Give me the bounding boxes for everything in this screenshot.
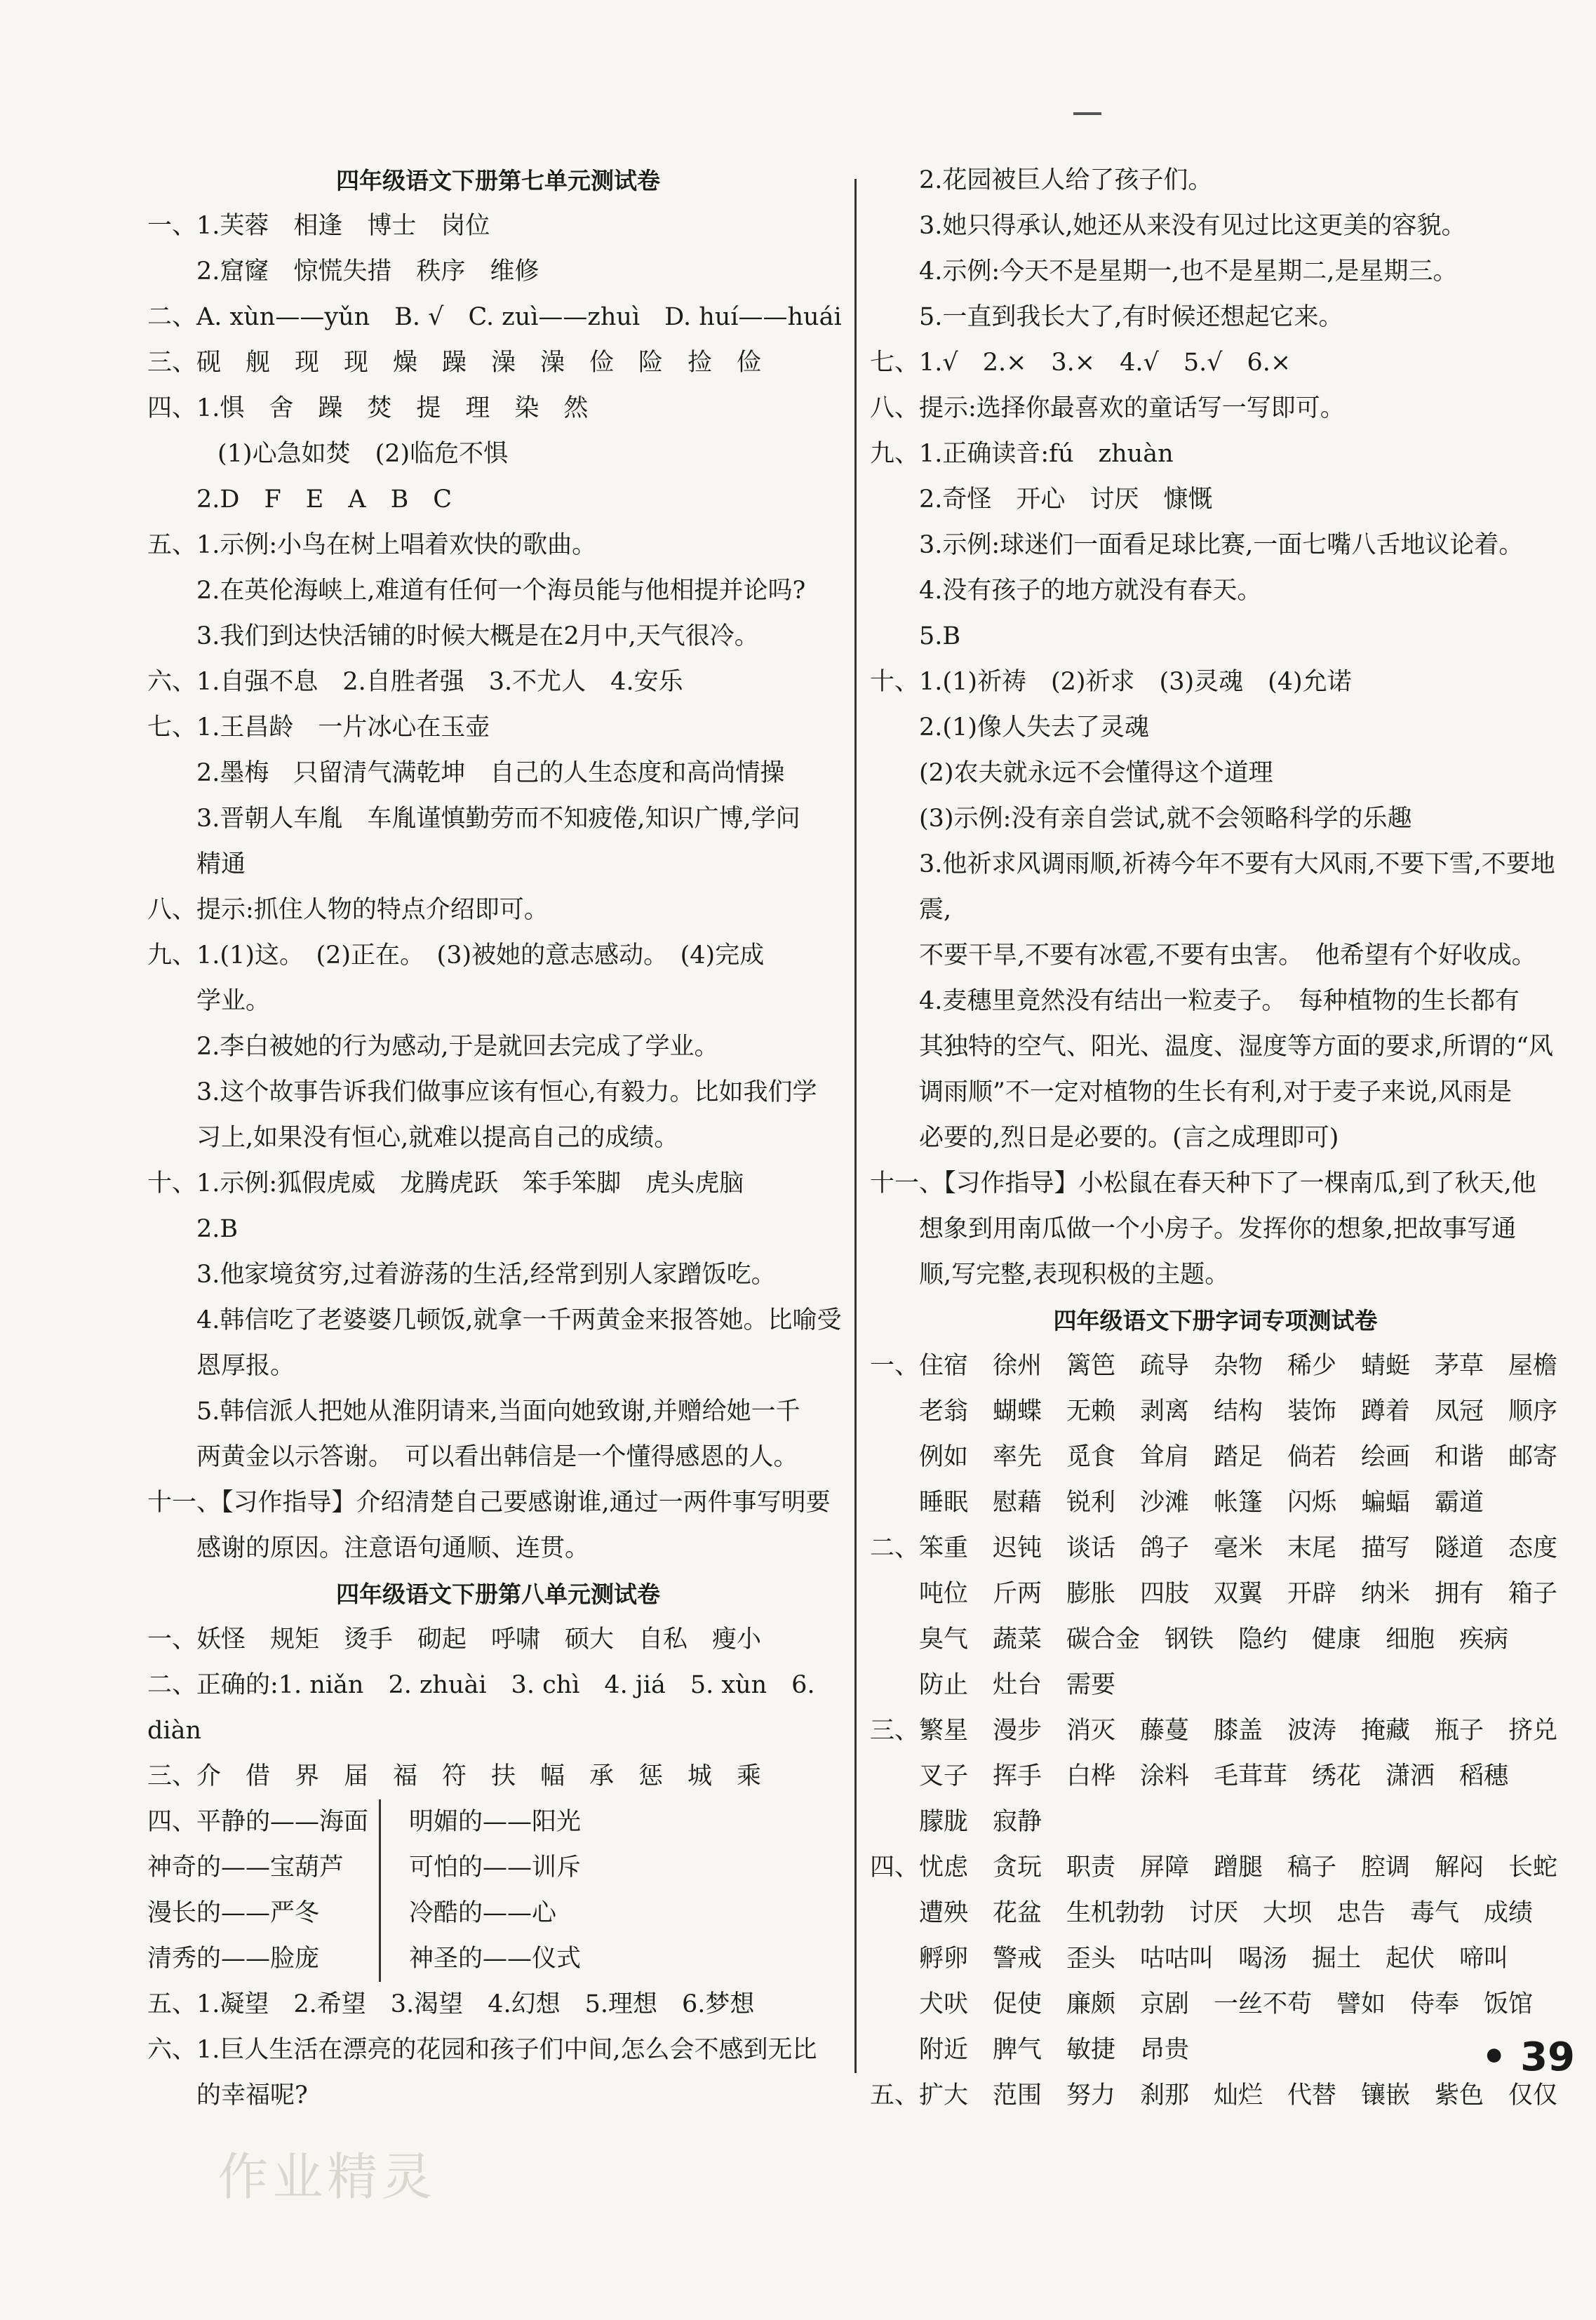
answer-line: (2)农夫就永远不会懂得这个道理 [919,759,1273,787]
section-label: 四、 [147,1808,197,1836]
answer-line: 5.一直到我长大了,有时候还想起它来。 [919,303,1343,331]
answer-line: 3.她只得承认,她还从来没有见过比这更美的容貌。 [919,212,1466,240]
answer-line: 3.他祈求风调雨顺,祈祷今年不要有大风雨,不要下雪,不要地震, [919,850,1555,924]
answer-line: 恩厚报。 [196,1352,295,1380]
answer-line: 学业。 [196,987,271,1015]
answer-line: 八、提示:抓住人物的特点介绍即可。 [147,896,549,924]
answer-line: 一、1.芙蓉 相逢 博士 岗位 [147,212,490,240]
answer-line: 2.B [196,1215,239,1243]
answer-line: 感谢的原因。注意语句通顺、连贯。 [196,1534,590,1562]
answer-line: 五、1.示例:小鸟在树上唱着欢快的歌曲。 [147,531,597,559]
word-row: 三、繁星 漫步 消灭 藤蔓 膝盖 波涛 掩藏 瓶子 挤兑 [870,1717,1558,1745]
answer-line: 两黄金以示答谢。 可以看出韩信是一个懂得感恩的人。 [196,1443,798,1471]
answer-line: (1)心急如焚 (2)临危不惧 [217,440,509,468]
answer-line: 习上,如果没有恒心,就难以提高自己的成绩。 [196,1124,679,1152]
word-row: 犬吠 促使 廉颇 京剧 一丝不苟 譬如 侍奉 饭馆 [919,1990,1534,2018]
word-row: 睡眠 慰藉 锐利 沙滩 帐篷 闪烁 蝙蝠 霸道 [919,1489,1484,1517]
word-pair: 明媚的——阳光 [409,1808,582,1836]
answer-line: 七、1.王昌龄 一片冰心在玉壶 [147,713,490,742]
word-pair-left-column [147,1799,379,1982]
answer-line: 2.D F E A B C [196,485,452,514]
column-divider [854,179,857,2073]
answer-line: 调雨顺”不一定对植物的生长有利,对于麦子来说,风雨是 [919,1078,1513,1106]
answer-line: 十、1.示例:狐假虎威 龙腾虎跃 笨手笨脚 虎头虎脑 [147,1169,744,1198]
answer-line: 三、砚 舰 现 现 燥 躁 澡 澡 俭 险 捡 俭 [147,349,762,377]
word-row: 二、笨重 迟钝 谈话 鸽子 毫米 末尾 描写 隧道 态度 [870,1534,1558,1562]
answer-line: 不要干旱,不要有冰雹,不要有虫害。 他希望有个好收成。 [919,941,1536,970]
answer-line: 九、1.正确读音:fú zhuàn [870,440,1174,468]
word-row: 臭气 蔬菜 碳合金 钢铁 隐约 健康 细胞 疾病 [919,1625,1509,1654]
answer-line: 3.他家境贫穷,过着游荡的生活,经常到别人家蹭饭吃。 [196,1261,776,1289]
answer-line: 4.麦穗里竟然没有结出一粒麦子。 每种植物的生长都有 [919,987,1520,1015]
word-pair: 神奇的——宝葫芦 [147,1853,344,1882]
word-pair: 清秀的——脸庞 [147,1945,320,1973]
answer-line: 3.我们到达快活铺的时候大概是在2月中,天气很冷。 [196,622,759,650]
answer-line: 必要的,烈日是必要的。(言之成理即可) [919,1124,1339,1152]
answer-line: 3.这个故事告诉我们做事应该有恒心,有毅力。比如我们学 [196,1078,817,1106]
answer-line: 五、1.凝望 2.希望 3.渴望 4.幻想 5.理想 6.梦想 [147,1990,755,2018]
answer-line: 一、妖怪 规矩 烫手 砌起 呼啸 硕大 自私 瘦小 [147,1625,762,1654]
word-row: 例如 率先 觅食 耸肩 踏足 倘若 绘画 和谐 邮寄 [919,1443,1558,1471]
answer-line: 2.墨梅 只留清气满乾坤 自己的人生态度和高尚情操 [196,759,785,787]
word-pair-table [147,1799,849,1982]
word-row: 五、扩大 范围 努力 刹那 灿烂 代替 镶嵌 紫色 仅仅 [870,2081,1558,2110]
answer-line: 六、1.自强不息 2.自胜者强 3.不尤人 4.安乐 [147,668,683,696]
answer-line: 的幸福呢? [196,2081,308,2110]
answer-line: 2.奇怪 开心 讨厌 慷慨 [919,485,1213,514]
answer-line: 2.李白被她的行为感动,于是就回去完成了学业。 [196,1033,719,1061]
word-pair: 平静的——海面 [196,1808,369,1836]
watermark: 作业精灵 [217,2147,437,2206]
word-row: 老翁 蝴蝶 无赖 剥离 结构 装饰 蹲着 凤冠 顺序 [919,1397,1558,1426]
answer-line: 想象到用南瓜做一个小房子。发挥你的想象,把故事写通 [919,1215,1517,1243]
word-pair: 可怕的——训斥 [409,1853,582,1882]
answer-line: 九、1.(1)这。 (2)正在。 (3)被她的意志感动。 (4)完成 [147,941,765,970]
word-row: 一、住宿 徐州 篱笆 疏导 杂物 稀少 蜻蜓 茅草 屋檐 [870,1352,1558,1380]
words-title: 四年级语文下册字词专项测试卷 [1053,1307,1378,1334]
answer-line: 5.韩信派人把她从淮阴请来,当面向她致谢,并赠给她一千 [196,1397,800,1426]
left-column [147,158,849,2119]
answer-line: 3.晋朝人车胤 车胤谨慎勤劳而不知疲倦,知识广博,学问 [196,805,800,833]
word-row: 孵卵 警戒 歪头 咕咕叫 喝汤 掘土 起伏 啼叫 [919,1945,1509,1973]
answer-line: 其独特的空气、阳光、温度、湿度等方面的要求,所谓的“风 [919,1033,1554,1061]
answer-line: 十、1.(1)祈祷 (2)祈求 (3)灵魂 (4)允诺 [870,668,1352,696]
answer-line: 2.(1)像人失去了灵魂 [919,713,1149,742]
word-row: 朦胧 寂静 [919,1808,1042,1836]
word-pair: 神圣的——仪式 [409,1945,582,1973]
word-pair-right-column [379,1799,641,1982]
page-number-value: 39 [1520,2034,1575,2080]
answer-line: 顺,写完整,表现积极的主题。 [919,1261,1230,1289]
unit8-title: 四年级语文下册第八单元测试卷 [336,1581,660,1608]
answer-line: 二、正确的:1. niǎn 2. zhuài 3. chì 4. jiá 5. xùn 6. diàn [147,1671,815,1745]
answer-line: 4.没有孩子的地方就没有春天。 [919,577,1262,605]
answer-line: 二、A. xùn——yǔn B. √ C. zuì——zhuì D. huí——huái [147,303,842,331]
answer-line: 三、介 借 界 届 福 符 扶 幅 承 惩 城 乘 [147,1762,762,1790]
word-row: 叉子 挥手 白桦 涂料 毛茸茸 绣花 潇洒 稻穗 [919,1762,1509,1790]
answer-line: 六、1.巨人生活在漂亮的花园和孩子们中间,怎么会不感到无比 [147,2036,817,2064]
page-number: • 39 [1481,2034,1575,2080]
answer-line: 3.示例:球迷们一面看足球比赛,一面七嘴八舌地议论着。 [919,531,1524,559]
answer-line: 十一、【习作指导】小松鼠在春天种下了一棵南瓜,到了秋天,他 [870,1169,1536,1198]
word-row: 四、忧虑 贪玩 职责 屏障 蹭腿 稿子 腔调 解闷 长蛇 [870,1853,1558,1882]
word-row: 防止 灶台 需要 [919,1671,1116,1699]
answer-line: 5.B [919,622,961,650]
answer-line: 2.窟窿 惊慌失措 秩序 维修 [196,257,539,286]
answer-line: 七、1.√ 2.× 3.× 4.√ 5.√ 6.× [870,349,1292,377]
answer-line: 四、1.惧 舍 躁 焚 提 理 染 然 [147,394,589,422]
answer-line: 4.示例:今天不是星期一,也不是星期二,是星期三。 [919,257,1458,286]
unit7-title: 四年级语文下册第七单元测试卷 [336,167,660,194]
answer-line: 4.韩信吃了老婆婆几顿饭,就拿一千两黄金来报答她。比喻受 [196,1306,842,1334]
answer-line: 八、提示:选择你最喜欢的童话写一写即可。 [870,394,1345,422]
answer-line: 2.在英伦海峡上,难道有任何一个海员能与他相提并论吗? [196,577,806,605]
top-mark [1073,112,1101,115]
answer-line: (3)示例:没有亲自尝试,就不会领略科学的乐趣 [919,805,1412,833]
word-row: 附近 脾气 敏捷 昂贵 [919,2036,1190,2064]
answer-line: 精通 [196,850,246,878]
word-pair: 冷酷的——心 [409,1899,557,1927]
word-row: 吨位 斤两 膨胀 四肢 双翼 开辟 纳米 拥有 箱子 [919,1580,1558,1608]
answer-line: 十一、【习作指导】介绍清楚自己要感谢谁,通过一两件事写明要 [147,1489,831,1517]
right-column [870,158,1561,2119]
word-row: 遭殃 花盆 生机勃勃 讨厌 大坝 忠告 毒气 成绩 [919,1899,1534,1927]
answer-line: 2.花园被巨人给了孩子们。 [919,166,1213,194]
word-pair: 漫长的——严冬 [147,1899,320,1927]
